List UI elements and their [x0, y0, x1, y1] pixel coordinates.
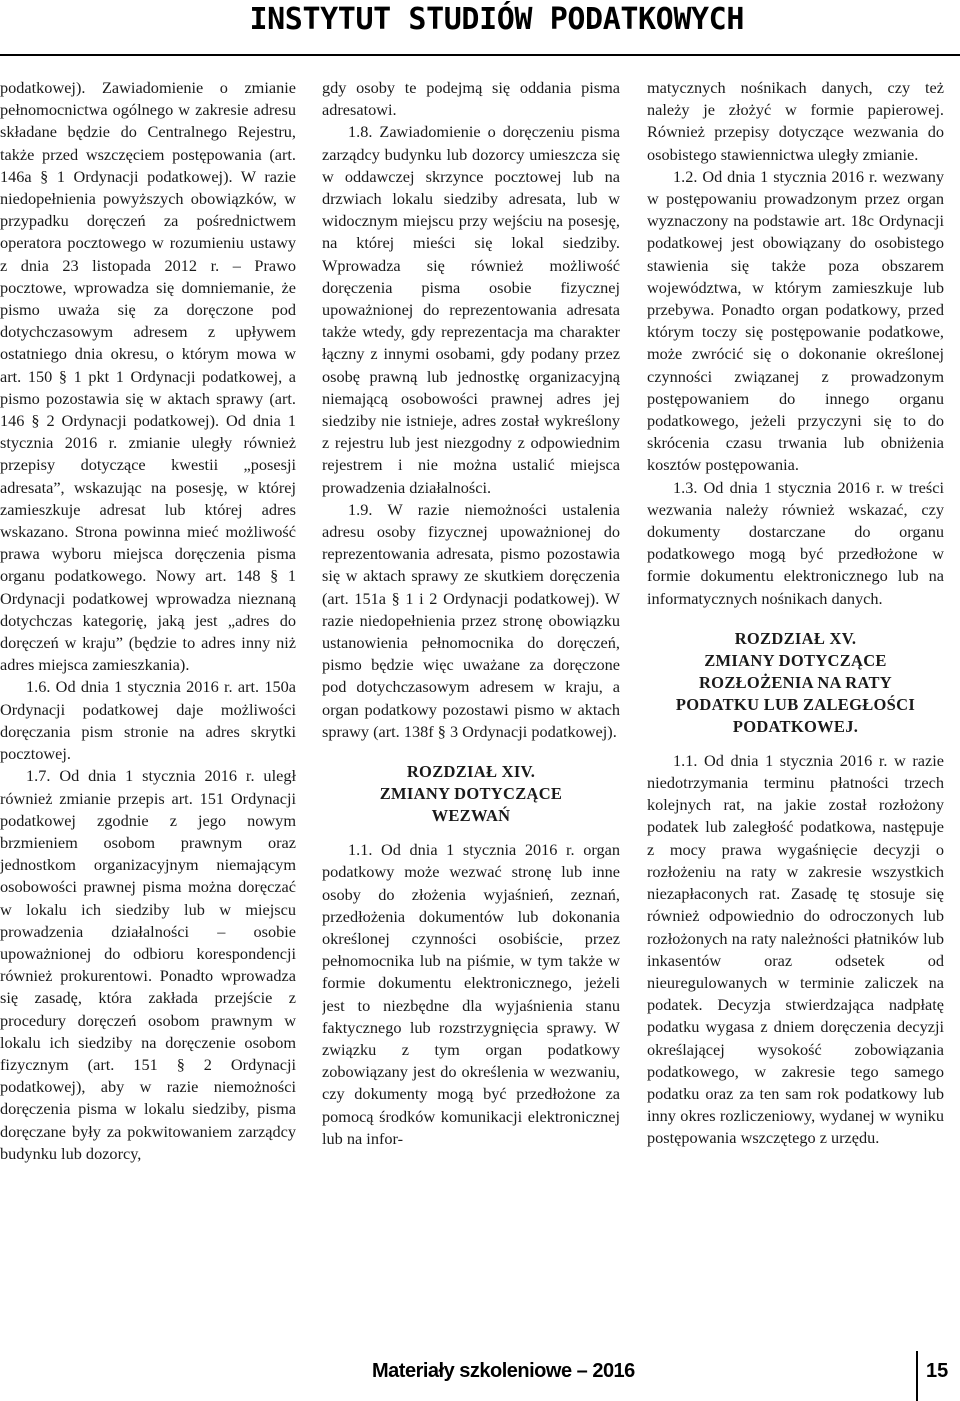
chapter-heading-xiv: [322, 761, 620, 827]
paragraph: 1.1. Od dnia 1 stycznia 2016 r. organ podatkowy może wezwać stronę lub inne osoby do złożenia wyjaśnień, zeznań, przedłożenia dokumentów lub dokonania określonej czynności osobiście, przez pełnomocnika lub na piśmie, w tym także w formie dokumentu elektronicznego, jeżeli jest to niezbędne dla wyjaśnienia stanu faktycznego lub rozstrzygnięcia sprawy. W związku z tym organ podatkowy zobowiązany jest do określenia w wezwaniu, czy dokumenty mogą być przedłożone za pomocą środków komunikacji elektronicznej lub na infor-: [322, 840, 620, 1148]
paragraph: podatkowej). Zawiadomienie o zmianie pełnomocnictwa ogólnego w zakresie adresu składane będzie do Centralnego Rejestru, także przed wszczęciem postępowania (art. 146a § 1 Ordynacji podatkowej). W razie niedopełnienia powyższych obowiązków, w przypadku doręczeń za pośrednictwem operatora pocztowego w rozumieniu ustawy z dnia 23 listopada 2012 r. – Prawo pocztowe, wprowadza się domniemanie, że pismo uważa się za doręczone pod dotychczasowym adresem z upływem ostatniego dnia okresu, o którym mowa w art. 150 § 1 pkt 1 Ordynacji podatkowej, a pismo pozostawia się w aktach sprawy (art. 146 § 2 Ordynacji podatkowej). Od dnia 1 stycznia 2016 r. zmianie uległy również przepisy dotyczące kwestii „posesji adresata”, wskazując na posesję, w której zamieszkuje adresat lub której adres wskazano. Strona powinna mieć możliwość prawa wyboru miejsca doręczenia pisma organu podatkowego. Nowy art. 148 § 1 Ordynacji podatkowej wprowadza nieznaną dotychczas kategorię, jaką jest „adres do doręczeń w kraju” (będzie to adres inny niż adres miejsca zamieszkania).: [0, 78, 296, 675]
chapter-title-line: ZMIANY DOTYCZĄCE: [379, 784, 563, 804]
paragraph: 1.2. Od dnia 1 stycznia 2016 r. wezwany w postępowaniu prowadzonym przez organ wyznaczony na podstawie art. 18c Ordynacji podatkowej jest obowiązany do osobistego stawienia się także poza obszarem województwa, w którym zamieszkuje lub przebywa. Ponadto organ podatkowy, przed którym toczy się postępowanie podatkowe, może zwrócić się o dokonanie określonej czynności związanej z prowadzonym postępowaniem do innego organu podatkowego, jeżeli przyczyni się to do skrócenia czasu trwania lub obniżenia kosztów postępowania.: [647, 166, 944, 475]
paragraph: 1.3. Od dnia 1 stycznia 2016 r. w treści wezwania należy również wskazać, czy dokumenty dostarczane do organu podatkowego mogą być przedłożone w formie dokumentu elektronicznego lub na informatycznych nośnikach danych.: [647, 477, 944, 608]
chapter-title-line: ROZŁOŻENIA NA RATY: [698, 672, 893, 692]
text-column-3: [647, 77, 944, 1341]
chapter-number: ROZDZIAŁ XIV.: [406, 762, 536, 782]
header-rule: [0, 54, 960, 56]
paragraph: 1.6. Od dnia 1 stycznia 2016 r. art. 150a Ordynacji podatkowej daje możliwości doręczania pism stronie na adres skrytki pocztowej.: [0, 677, 296, 764]
paragraph: matycznych nośnikach danych, czy też należy je złożyć w formie papierowej. Również przepisy dotyczące wezwania do osobistego stawiennictwa uległy zmianie.: [647, 78, 944, 164]
paragraph: gdy osoby te podejmą się oddania pisma adresatowi.: [322, 78, 620, 120]
page-number: 15: [926, 1360, 949, 1382]
chapter-title-line: PODATKOWEJ.: [732, 716, 859, 736]
chapter-heading-xv: [647, 628, 944, 738]
chapter-title-line: PODATKU LUB ZALEGŁOŚCI: [675, 694, 916, 714]
paragraph: 1.8. Zawiadomienie o doręczeniu pisma zarządcy budynku lub dozorcy umieszcza się w oddawczej skrzynce pocztowej lub na drzwiach lokalu siedziby adresata, lub w widocznym miejscu przy wejściu na posesję, na której mieści się lokal siedziby. Wprowadza się również możliwość doręczenia pisma osobie fizycznej upoważnionej do reprezentowania adresata także wtedy, gdy reprezentacja ma charakter łączny z innymi osobami, gdy podany przez osobę prawną lub jednostkę organizacyjną niemającą osobowości prawnej adres jej siedziby nie istnieje, adres został wykreślony z rejestru lub jest niezgodny z odpowiednim rejestrem i nie można ustalić miejsca prowadzenia działalności.: [322, 122, 620, 497]
header-title: INSTYTUT STUDIÓW PODATKOWYCH: [249, 2, 744, 37]
chapter-number: ROZDZIAŁ XV.: [734, 628, 857, 648]
paragraph: 1.7. Od dnia 1 stycznia 2016 r. uległ również zmianie przepis art. 151 Ordynacji podatkowej zgodnie z jego nowym brzmieniem osobom prawnym oraz jednostkom organizacyjnym niemającym osobowości prawnej pisma można doręczać w lokalu ich siedziby lub w miejscu prowadzenia działalności – osobie upoważnionej do odbioru korespondencji również prokurentowi. Ponadto wprowadza się zasadę, która zakłada przejście z procedury doręczeń osobom prawnym w lokalu ich siedziby na doręczenie osobom fizycznym (art. 151 § 2 Ordynacji podatkowej), aby w razie niemożności doręczenia pisma w lokalu siedziby, pisma doręczane były za pokwitowaniem zarządcy budynku lub dozorcy,: [0, 766, 296, 1163]
paragraph: 1.1. Od dnia 1 stycznia 2016 r. w razie niedotrzymania terminu płatności trzech kolejnych rat, na jakie został rozłożony podatek lub zaległość podatkowa, następuje z mocy prawa wygaśnięcie decyzji o rozłożeniu na raty w zakresie wszystkich niezapłaconych rat. Zasadę tę stosuje się również odpowiednio do odroczonych lub rozłożonych na raty należności płatników lub inkasentów oraz odsetek od nieuregulowanych w terminie zaliczek na podatek. Decyzja stwierdzająca nadpłatę podatku wygasa z dniem doręczenia decyzji określającej wysokość zobowiązania podatkowego, w zakresie tego samego podatku oraz za ten sam rok podatkowy lub inny okres rozliczeniowy, wydanej w wyniku postępowania wszczętego z urzędu.: [647, 750, 944, 1148]
text-column-2: [322, 77, 620, 1341]
chapter-title-line: WEZWAŃ: [431, 806, 511, 826]
footer-text: Materiały szkoleniowe – 2016: [372, 1360, 635, 1382]
text-column-1: [0, 77, 296, 1341]
chapter-title-line: ZMIANY DOTYCZĄCE: [704, 650, 887, 670]
footer-divider: [916, 1351, 918, 1401]
paragraph: 1.9. W razie niemożności ustalenia adresu osoby fizycznej upoważnionej do reprezentowania adresata, pismo pozostawia się w aktach sprawy ze skutkiem doręczenia (art. 151a § 1 i 2 Ordynacji podatkowej). W razie niedopełnienia przez stronę obowiązku ustanowienia pełnomocnika do doręczeń, pismo będzie więc uważane za doręczone pod dotychczasowym adresem w kraju, a organ podatkowy pozostawi pismo w aktach sprawy (art. 138f § 3 Ordynacji podatkowej).: [322, 499, 620, 741]
